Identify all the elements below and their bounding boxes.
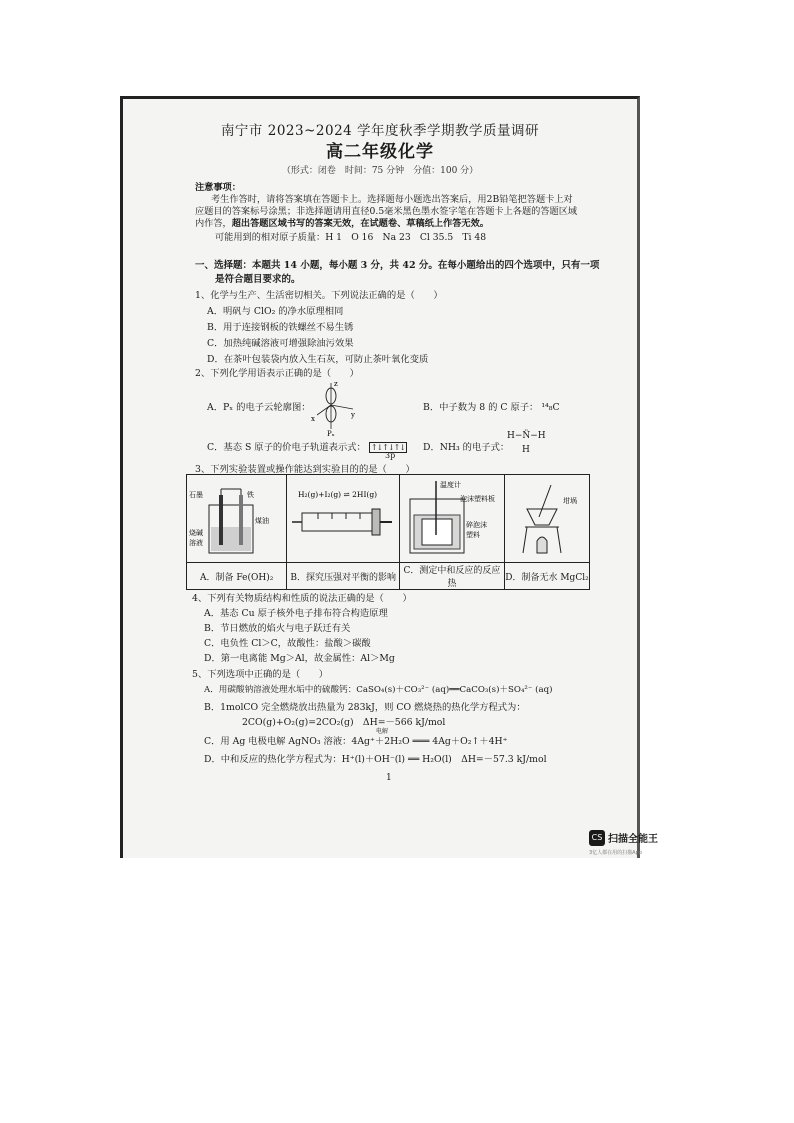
option: D．第一电离能 Mg＞Al，故金属性：Al＞Mg (204, 653, 395, 664)
section-heading: 是符合题目要求的。 (215, 274, 301, 285)
crucible-figure (505, 475, 589, 559)
question-stem: 5、下列选项中正确的是（ ） (192, 669, 329, 680)
electrolysis-figure (189, 475, 285, 559)
question-stem: 3、下列实验装置或操作能达到实验目的的是（ ） (195, 464, 415, 475)
option: A．Pₓ 的电子云轮廓图： (207, 402, 311, 413)
experiment-table (186, 474, 590, 590)
question-stem: 1、化学与生产、生活密切相关。下列说法正确的是（ ） (195, 290, 443, 301)
fig-label: 坩埚 (562, 497, 577, 505)
option: B．1molCO 完全燃烧放出热量为 283kJ，则 CO 燃烧热的热化学方程式为： (204, 702, 526, 713)
fig-label: 石墨 (188, 491, 203, 499)
p-orbital-diagram (309, 379, 359, 437)
fig-label: 铁 (246, 491, 254, 499)
notes-warning: 超出答题区域书写的答案无效，在试题卷、草稿纸上作答无效。 (231, 218, 489, 229)
apparatus-fe-oh2 (187, 475, 287, 563)
section-heading: 一、选择题：本题共 14 小题，每小题 3 分，共 42 分。在每小题给出的四个选项中，只有一项 (195, 260, 600, 271)
notes-line: 考生作答时，请将答案填在答题卡上。选择题每小题选出答案后，用2B铅笔把答题卡上对 (211, 194, 573, 205)
camscanner-label: 扫描全能王 (608, 834, 658, 845)
axis-label: Pₓ (327, 430, 335, 437)
apparatus-syringe (287, 475, 400, 563)
fig-label: 塑料 (465, 531, 480, 539)
option-text: C．基态 S 原子的价电子轨道表示式： (207, 442, 366, 453)
option (423, 399, 560, 413)
nuclide-symbol: ¹⁴₈C (541, 402, 560, 413)
equation: 2CO(g)+O₂(g)=2CO₂(g) ΔH=－566 kJ/mol (242, 717, 446, 728)
calorimeter-figure (400, 475, 504, 559)
option: D．制备无水 MgCl₂ (504, 563, 589, 590)
option: C．加热纯碱溶液可增强除油污效果 (207, 338, 354, 349)
apparatus-calorimeter (399, 475, 504, 563)
apparatus-crucible (504, 475, 589, 563)
fig-label: 碎泡沫 (465, 521, 487, 529)
fig-label: 泡沫塑料板 (459, 495, 495, 503)
question-stem: 4、下列有关物质结构和性质的说法正确的是（ ） (192, 593, 412, 604)
option: B．探究压强对平衡的影响 (287, 563, 400, 590)
option: D．NH₃ 的电子式： (423, 442, 510, 453)
syringe-figure (288, 475, 398, 559)
notes-text: 内作答， (195, 218, 232, 229)
page-number: 1 (386, 773, 392, 783)
option: A．制备 Fe(OH)₂ (187, 563, 287, 590)
notes-heading: 注意事项： (195, 182, 241, 193)
axis-label: z (334, 380, 338, 388)
electron-formula: H−N̈−H (507, 431, 546, 441)
atomic-masses: 可能用到的相对原子质量：H 1 O 16 Na 23 Cl 35.5 Ti 48 (215, 232, 487, 243)
option: A．明矾与 ClO₂ 的净水原理相同 (207, 306, 344, 317)
fig-label: 烧碱 (188, 529, 203, 537)
camscanner-tagline: 3亿人都在用的扫描App (589, 850, 642, 856)
exam-subject: 高二年级化学 (326, 142, 434, 162)
axis-label: x (311, 415, 315, 423)
fig-label: 溶液 (188, 539, 203, 547)
fig-label: 温度计 (439, 481, 461, 489)
option: C．电负性 Cl＞C，故酸性：盐酸＞碳酸 (204, 638, 371, 649)
exam-title: 南宁市 2023~2024 学年度秋季学期教学质量调研 (220, 123, 540, 139)
axis-label: y (351, 411, 355, 419)
option: C．用 Ag 电极电解 AgNO₃ 溶液：4Ag⁺＋2H₂O ═══ 4Ag＋O₂↑＋4H⁺ (204, 736, 508, 747)
question-stem: 2、下列化学用语表示正确的是（ ） (195, 368, 359, 379)
orbital-label: 3p (385, 451, 396, 460)
option: D．在茶叶包装袋内放入生石灰，可防止茶叶氧化变质 (207, 354, 429, 365)
option-text: B．中子数为 8 的 C 原子： (423, 402, 539, 413)
fig-equation: H₂(g)+I₂(g) ⇌ 2HI(g) (298, 490, 378, 499)
option: C．测定中和反应的反应热 (399, 563, 504, 590)
notes-line (195, 218, 489, 230)
camscanner-icon: CS (589, 830, 605, 846)
exam-meta: （形式：闭卷 时间：75 分钟 分值：100 分） (281, 166, 479, 176)
option: B．节日燃放的焰火与电子跃迁有关 (204, 623, 351, 634)
notes-line: 应题目的答案标号涂黑；非选择题请用直径0.5毫米黑色墨水签字笔在答题卡上各题的答题区域 (195, 206, 578, 217)
option: A．基态 Cu 原子核外电子排布符合构造原理 (204, 608, 388, 619)
option: D．中和反应的热化学方程式为：H⁺(l)＋OH⁻(l) ══ H₂O(l) ΔH=－57.3 kJ/mol (204, 754, 547, 765)
option: B．用于连接钢板的铁螺丝不易生锈 (207, 322, 354, 333)
orbital-box: ↑↓↑↓↑↓ (370, 443, 406, 452)
option: A．用碳酸钠溶液处理水垢中的硫酸钙：CaSO₄(s)＋CO₃²⁻ (aq)══CaCO₃(s)＋SO₄²⁻ (aq) (204, 685, 553, 695)
reaction-condition: 电解 (376, 728, 389, 735)
option (207, 439, 407, 453)
fig-label: 煤油 (254, 517, 269, 525)
electron-formula: H (522, 445, 530, 455)
